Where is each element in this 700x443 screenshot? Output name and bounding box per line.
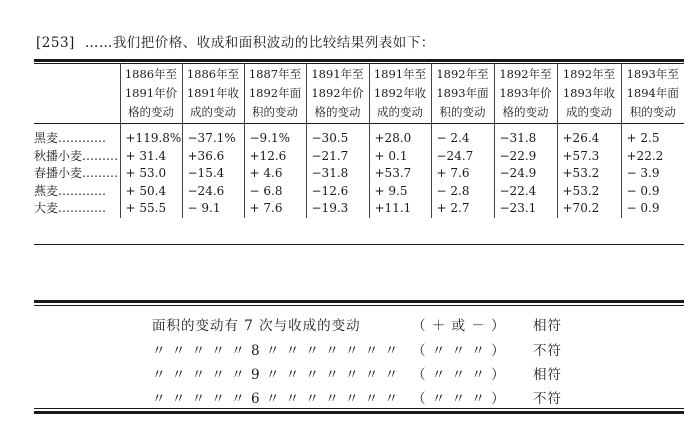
value-cell: + 4.6 <box>244 165 306 183</box>
value-cell: −12.6 <box>306 183 369 201</box>
value-cell: −22.9 <box>494 148 557 166</box>
summary-text: 〃 〃 〃 〃 〃 8 〃 〃 〃 〃 〃 〃 〃 <box>152 343 400 359</box>
value-cell: +53.2 <box>557 183 621 201</box>
table-top-rule <box>34 59 684 62</box>
table-row <box>34 200 684 218</box>
header-cell-1: 1886年至 1891年价 格的变动 <box>120 63 182 124</box>
header-cell-3: 1887年至 1892年面 积的变动 <box>244 63 306 124</box>
header-cell-6: 1892年至 1893年面 积的变动 <box>431 63 494 124</box>
value-cell: − 0.9 <box>621 200 684 218</box>
summary-result: 不符 <box>533 343 562 359</box>
value-cell: −30.5 <box>306 124 369 148</box>
crop-name: 燕麦………… <box>34 183 107 198</box>
header-cell-crop <box>34 63 120 124</box>
header-cell-4: 1891年至 1892年价 格的变动 <box>306 63 369 124</box>
summary-sign: （ ＋ 或 － ） <box>412 318 506 334</box>
value-cell: + 53.0 <box>120 165 182 183</box>
header-cell-5: 1891年至 1892年收 成的变动 <box>369 63 431 124</box>
summary-top-rule <box>34 300 684 303</box>
crop-name: 黑麦………… <box>34 131 107 145</box>
value-cell: −9.1% <box>244 124 306 148</box>
value-cell: + 7.6 <box>431 165 494 183</box>
value-cell: + 2.5 <box>621 124 684 148</box>
summary-text: 〃 〃 〃 〃 〃 6 〃 〃 〃 〃 〃 〃 〃 <box>152 391 400 407</box>
value-cell: −22.4 <box>494 183 557 201</box>
page-reference: [253] <box>36 35 75 51</box>
value-cell: −24.7 <box>431 148 494 166</box>
table-row <box>34 124 684 148</box>
intro-line <box>36 31 435 51</box>
value-cell: +12.6 <box>244 148 306 166</box>
value-cell: − 6.8 <box>244 183 306 201</box>
summary-result: 不符 <box>533 391 562 407</box>
value-cell: +57.3 <box>557 148 621 166</box>
summary-result: 相符 <box>533 318 562 334</box>
summary-sign: （ 〃 〃 〃 ） <box>412 391 506 407</box>
value-cell: + 9.5 <box>369 183 431 201</box>
value-cell: − 2.4 <box>431 124 494 148</box>
value-cell: + 2.7 <box>431 200 494 218</box>
value-cell: − 9.1 <box>182 200 244 218</box>
value-cell: + 7.6 <box>244 200 306 218</box>
value-cell: +36.6 <box>182 148 244 166</box>
value-cell: +53.7 <box>369 165 431 183</box>
value-cell: − 2.8 <box>431 183 494 201</box>
value-cell: −37.1% <box>182 124 244 148</box>
value-cell: −21.7 <box>306 148 369 166</box>
comparison-table <box>34 63 684 218</box>
header-cell-8: 1892年至 1893年收 成的变动 <box>557 63 621 124</box>
summary-bottom-rule-thin <box>34 408 684 409</box>
header-cell-9: 1893年至 1894年面 积的变动 <box>621 63 684 124</box>
value-cell: −24.6 <box>182 183 244 201</box>
intro-text: ……我们把价格、收成和面积波动的比较结果列表如下： <box>84 35 435 51</box>
table-row <box>34 148 684 166</box>
value-cell: +11.1 <box>369 200 431 218</box>
summary-bottom-rule <box>34 411 684 414</box>
value-cell: +28.0 <box>369 124 431 148</box>
value-cell: + 31.4 <box>120 148 182 166</box>
crop-name: 大麦………… <box>34 201 107 215</box>
header-cell-2: 1886年至 1891年收 成的变动 <box>182 63 244 124</box>
summary-top-rule-thin <box>34 305 684 306</box>
value-cell: +26.4 <box>557 124 621 148</box>
value-cell: + 0.1 <box>369 148 431 166</box>
value-cell: −23.1 <box>494 200 557 218</box>
value-cell: −31.8 <box>306 165 369 183</box>
value-cell: − 0.9 <box>621 183 684 201</box>
value-cell: −31.8 <box>494 124 557 148</box>
table-header-row <box>34 63 684 124</box>
value-cell: −15.4 <box>182 165 244 183</box>
value-cell: +53.2 <box>557 165 621 183</box>
value-cell: − 3.9 <box>621 165 684 183</box>
summary-sign: （ 〃 〃 〃 ） <box>412 343 506 359</box>
value-cell: +22.2 <box>621 148 684 166</box>
table-row <box>34 165 684 183</box>
table-bottom-rule <box>34 244 684 245</box>
crop-name: 春播小麦……… <box>34 166 119 180</box>
value-cell: −24.9 <box>494 165 557 183</box>
summary-result: 相符 <box>533 367 562 383</box>
table-row <box>34 183 684 201</box>
value-cell: + 50.4 <box>120 183 182 201</box>
value-cell: + 55.5 <box>120 200 182 218</box>
header-cell-7: 1892年至 1893年价 格的变动 <box>494 63 557 124</box>
summary-sign: （ 〃 〃 〃 ） <box>412 367 506 383</box>
summary-text: 〃 〃 〃 〃 〃 9 〃 〃 〃 〃 〃 〃 〃 <box>152 367 400 383</box>
value-cell: +119.8% <box>120 124 182 148</box>
value-cell: −19.3 <box>306 200 369 218</box>
crop-name: 秋播小麦……… <box>34 148 119 163</box>
summary-text: 面积的变动有 7 次与收成的变动 <box>152 318 361 334</box>
value-cell: +70.2 <box>557 200 621 218</box>
